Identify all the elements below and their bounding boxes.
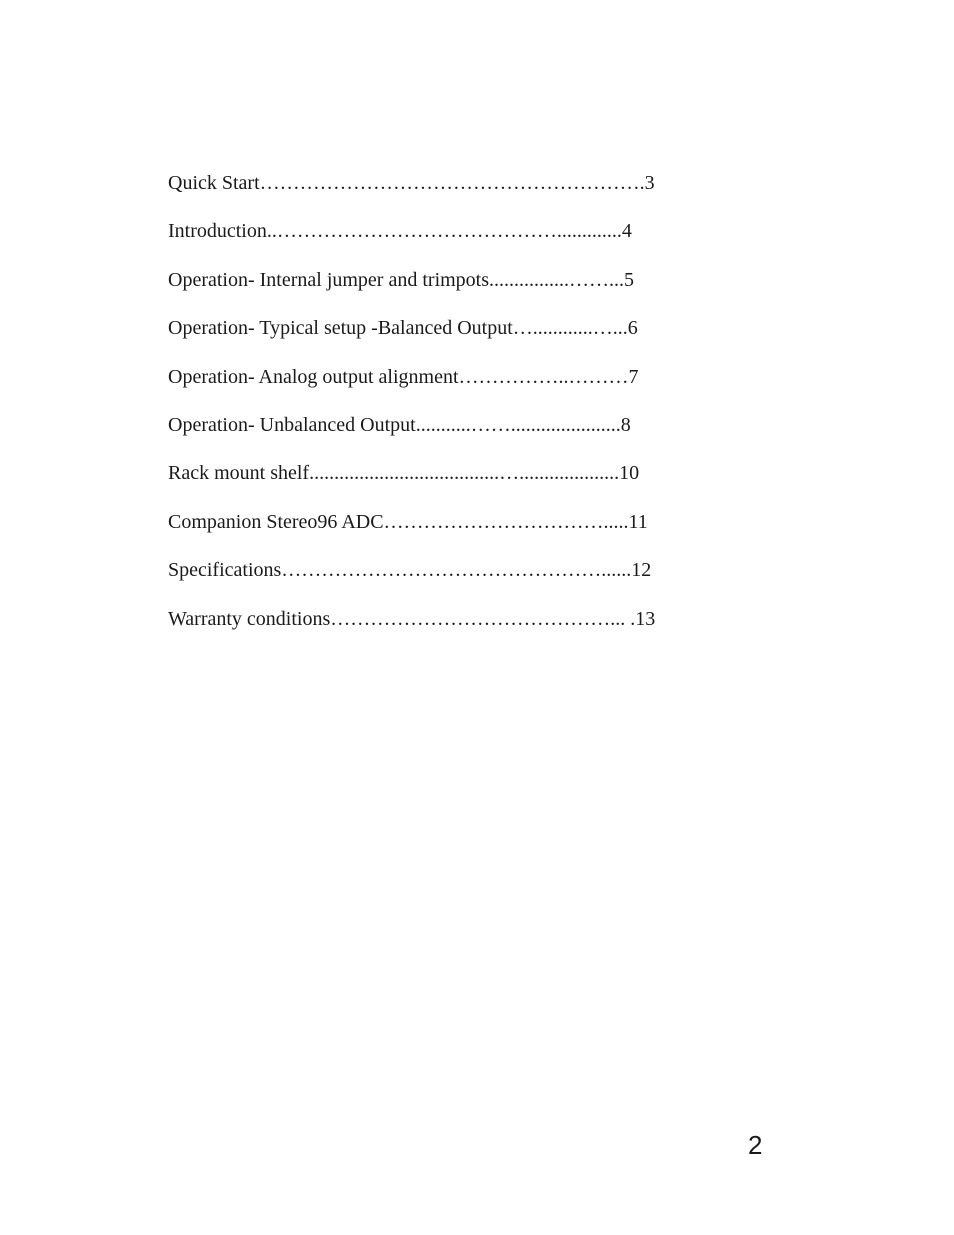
toc-entry-companion-adc[interactable]: Companion Stereo96 ADC…………………………….....11 [168,510,648,533]
page-number: 2 [748,1130,763,1160]
toc-entry-warranty-conditions[interactable]: Warranty conditions……………………………………... .13 [168,607,656,630]
toc-entry-introduction[interactable]: Introduction..…………………………………….............4 [168,220,632,243]
toc-entry-rack-mount-shelf[interactable]: Rack mount shelf......................................…....................10 [168,462,640,485]
toc-entry-quick-start[interactable]: Quick Start………………………………………………….3 [168,172,655,194]
toc-entry-analog-output-alignment[interactable]: Operation- Analog output alignment……………..………7 [168,365,639,388]
toc-entry-typical-setup-balanced[interactable]: Operation- Typical setup -Balanced Output…............…...6 [168,317,638,340]
toc-entry-unbalanced-output[interactable]: Operation- Unbalanced Output...........……......................8 [168,413,631,436]
table-of-contents [168,168,768,652]
toc-entry-specifications[interactable]: Specifications…………………………………………......12 [168,559,652,582]
toc-entry-internal-jumper-trimpots[interactable]: Operation- Internal jumper and trimpots................……...5 [168,268,635,291]
